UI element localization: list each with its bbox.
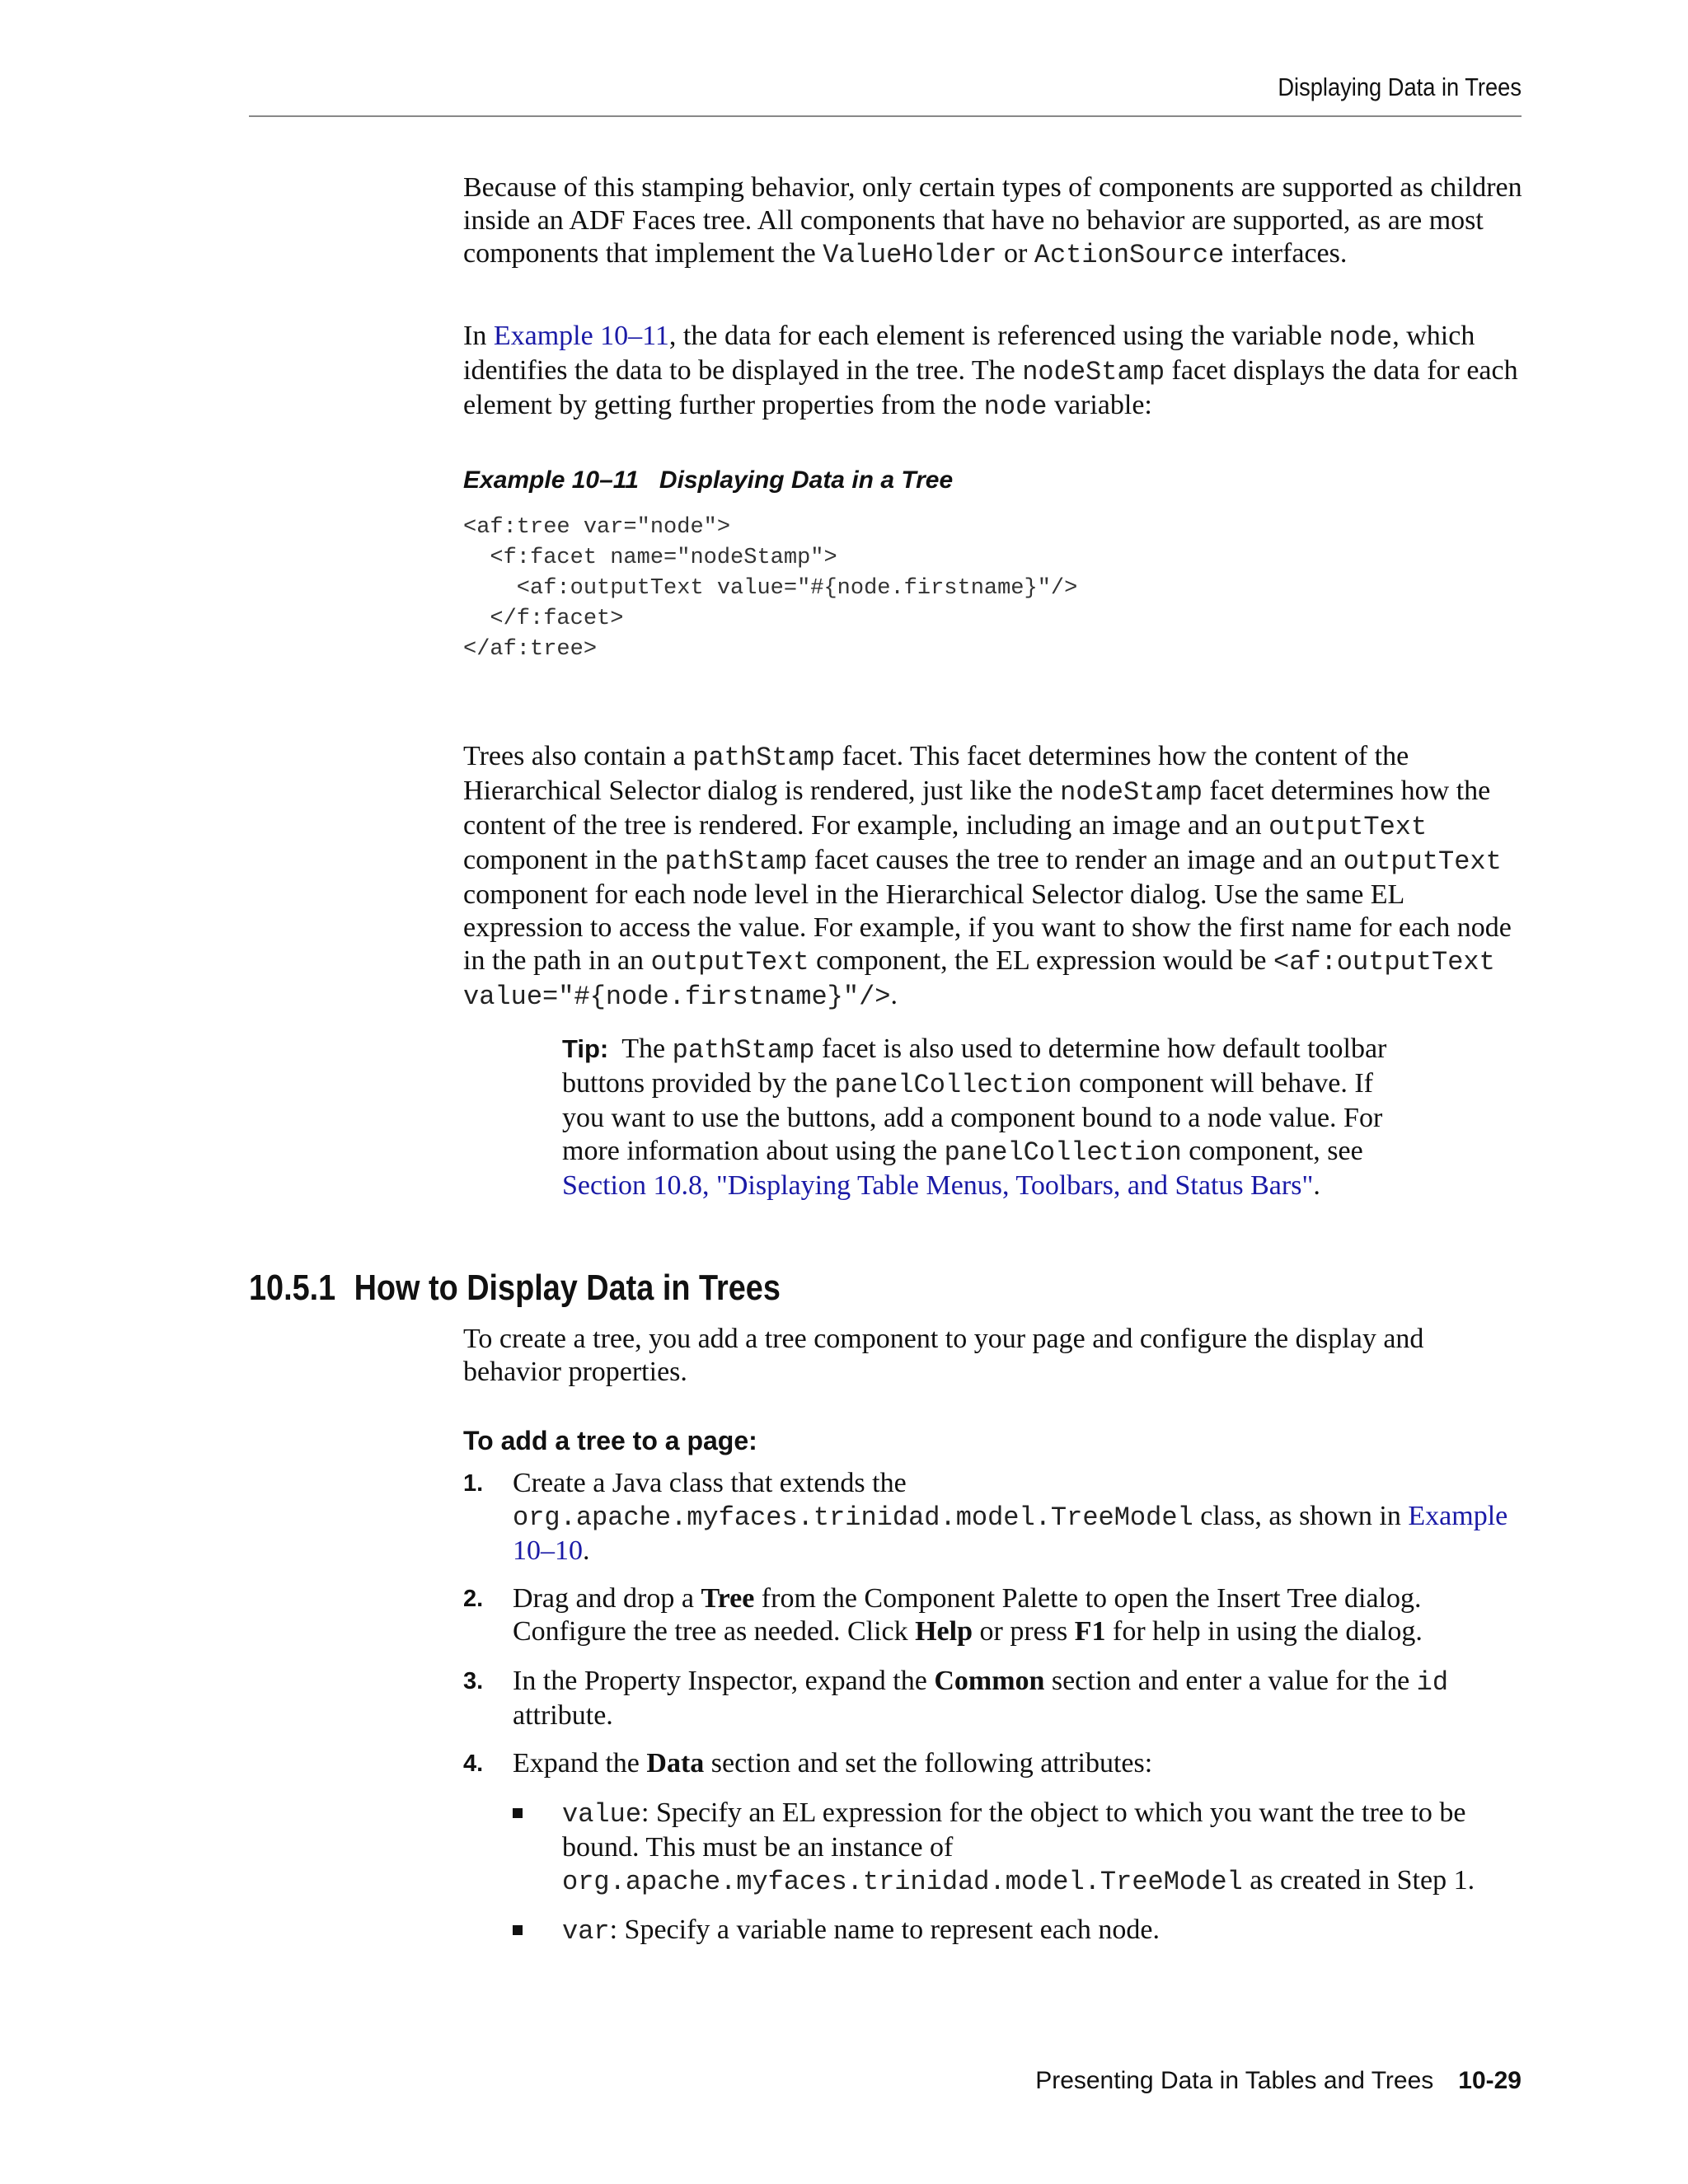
section-intro: To create a tree, you add a tree component to your page and configure the display and behavior properties. xyxy=(463,1324,1424,1387)
example-caption: Example 10–11 Displaying Data in a Tree xyxy=(463,466,954,494)
intro-paragraph-2: In Example 10–11, the data for each element is referenced using the variable node, which identifies the data to be displayed in the tree. The nodeStamp facet displays the data for each element by getting further properties from the node variable: xyxy=(463,321,1518,422)
procedure-title: To add a tree to a page: xyxy=(463,1426,757,1455)
header-rule xyxy=(249,115,1522,117)
bullet-marker xyxy=(513,1808,523,1818)
section-heading xyxy=(249,1268,781,1309)
bullet-var: var: Specify a variable name to represent each node. xyxy=(513,1914,1526,1948)
pathstamp-paragraph: Trees also contain a pathStamp facet. This facet determines how the content of the Hierarchical Selector dialog is rendered, just like the nodeStamp facet determines how the content of the tree is rendered. For example, including an image and an outputText component in the pathStamp facet causes the tree to render an image and an outputText component for each node level in the Hierarchical Selector dialog. Use the same EL expression to access the value. For example, if you want to show the first name for each node in the path in an outputText component, the EL expression would be <af:outputText value="#{node.firstname}"/>. xyxy=(463,741,1512,1012)
running-header: Displaying Data in Trees xyxy=(1278,73,1522,101)
section-title: How to Display Data in Trees xyxy=(354,1268,781,1308)
procedure-step-4: 4. Expand the Data section and set the following attributes: xyxy=(463,1748,1153,1779)
section-number: 10.5.1 xyxy=(249,1268,336,1308)
procedure-step-3: 3. In the Property Inspector, expand the Common section and enter a value for the id attribute. xyxy=(463,1666,1449,1731)
code-example: <af:tree var="node"> <f:facet name="nodeStamp"> <af:outputText value="#{node.firstname}"/> </f:facet> </af:tree> xyxy=(463,515,1078,662)
footer-page-number: 10-29 xyxy=(1458,2067,1522,2094)
bullet-value: value: Specify an EL expression for the object to which you want the tree to be bound. This must be an instance of org.apache.myfaces.trinidad.model.TreeModel as created in Step 1. xyxy=(513,1797,1526,1899)
tip-note: Tip: The pathStamp facet is also used to determine how default toolbar buttons provided by the panelCollection component will behave. If you want to use the buttons, add a component bound to a node value. For more information about using the panelCollection component, see Section 10.8, "Displaying Table Menus, Toolbars, and Status Bars". xyxy=(562,1033,1387,1201)
section-10-8-link[interactable]: Section 10.8, "Displaying Table Menus, Toolbars, and Status Bars" xyxy=(562,1170,1314,1201)
footer-chapter: Presenting Data in Tables and Trees xyxy=(1035,2067,1434,2094)
tip-label: Tip: xyxy=(562,1034,609,1063)
procedure-step-2: 2. Drag and drop a Tree from the Component Palette to open the Insert Tree dialog. Configure the tree as needed. Click Help or press F1 for help in using the dialog. xyxy=(463,1583,1423,1647)
page-footer xyxy=(1035,2067,1522,2095)
example-10-11-link[interactable]: Example 10–11 xyxy=(493,321,669,351)
intro-paragraph-1: Because of this stamping behavior, only certain types of components are supported as children inside an ADF Faces tree. All components that have no behavior are supported, as are most components that implement the ValueHolder or ActionSource interfaces. xyxy=(463,172,1522,270)
procedure-step-1: 1. Create a Java class that extends the org.apache.myfaces.trinidad.model.TreeModel class, as shown in Example 10–10. xyxy=(463,1468,1508,1566)
example-10-10-link[interactable]: Example 10–10 xyxy=(513,1501,1508,1566)
bullet-marker xyxy=(513,1925,523,1935)
